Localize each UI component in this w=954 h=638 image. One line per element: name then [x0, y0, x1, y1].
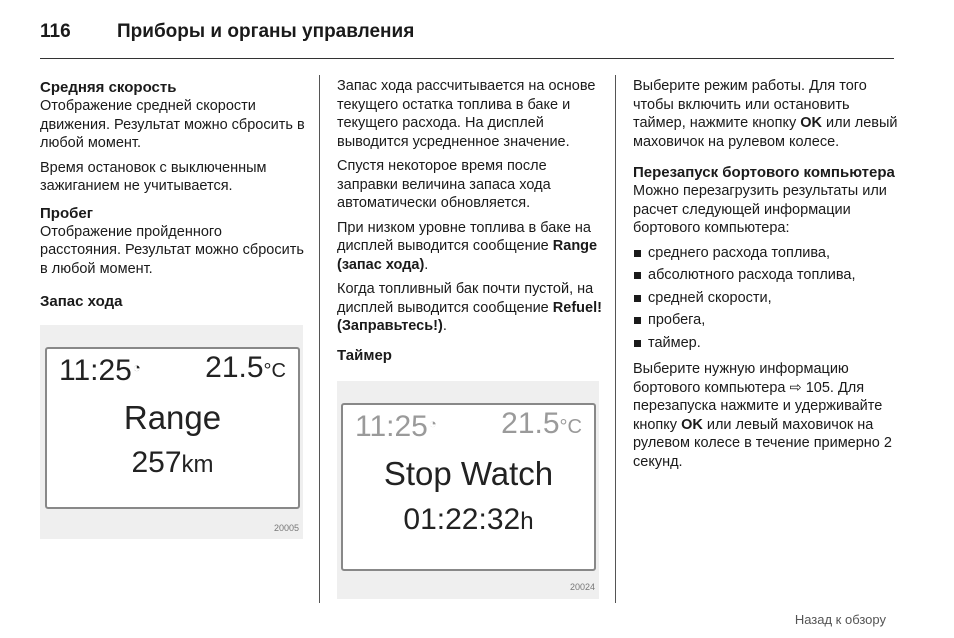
- stopwatch-display-screen: [341, 403, 596, 571]
- empty-tank-text: Когда топливный бак почти пустой, на дисплей выводится сообщение Refuel! (Заправьтесь!).: [337, 281, 602, 334]
- figure-code: 20024: [569, 582, 595, 592]
- display-temperature: 21.5°C: [501, 406, 582, 440]
- display-clock: 11:25◔: [59, 354, 141, 387]
- timer-heading: Таймер: [337, 346, 392, 364]
- display-range-value: 257km: [131, 446, 214, 479]
- display-stopwatch-label: Stop Watch: [383, 454, 554, 492]
- range-message: Range (запас хода): [337, 238, 598, 273]
- ok-key-label: OK: [800, 115, 823, 131]
- column-divider: [319, 75, 320, 603]
- column-middle: [337, 77, 605, 599]
- range-heading: Запас хода: [40, 293, 123, 310]
- clock-icon: ◔: [428, 415, 437, 431]
- header-divider: [40, 58, 894, 59]
- range-display-screen: [45, 347, 300, 509]
- display-stopwatch-value: 01:22:32h: [403, 502, 534, 536]
- stopwatch-display-figure: [337, 381, 599, 599]
- column-divider: [615, 75, 616, 603]
- list-item: таймер.: [633, 334, 898, 353]
- list-item: среднего расхода топлива,: [633, 244, 898, 263]
- reset-intro-text: Можно перезагрузить результаты или расчет следующей информации бортового компьютера:: [633, 183, 887, 236]
- back-to-overview-link[interactable]: Назад к обзору: [794, 612, 886, 627]
- avg-speed-heading: Средняя скорость: [40, 79, 177, 96]
- page-ref-link[interactable]: 105: [805, 379, 830, 396]
- reset-items-list: [633, 244, 898, 353]
- page-number: 116: [40, 21, 71, 42]
- page-title: Приборы и органы управления: [117, 21, 415, 42]
- range-display-figure: [40, 325, 303, 539]
- timer-mode-text: Выберите режим работы. Для того чтобы включить или остановить таймер, нажмите кнопку OK или левый маховичок на рулевом колесе.: [633, 78, 898, 150]
- reset-heading: Перезапуск бортового компьютера: [633, 164, 895, 181]
- avg-speed-note: Время остановок с выключенным зажиганием не учитывается.: [40, 159, 267, 194]
- display-range-label: Range: [123, 399, 222, 436]
- list-item: средней скорости,: [633, 289, 898, 308]
- page-ref-arrow-icon: ⇨: [789, 379, 802, 396]
- low-fuel-text: При низком уровне топлива в баке на дисплей выводится сообщение Range (запас хода).: [337, 219, 598, 273]
- column-left: [40, 78, 305, 539]
- column-right: [633, 77, 898, 477]
- display-temperature: 21.5°C: [205, 351, 286, 384]
- range-calc-text: Запас хода рассчитывается на основе текущего остатка топлива в баке и текущего расхода. На дисплей выводится усредненное значение.: [337, 78, 596, 150]
- list-item: абсолютного расхода топлива,: [633, 266, 898, 285]
- reset-instructions-text: Выберите нужную информацию бортового компьютера ⇨ 105. Для перезапуска нажмите и удерживайте кнопку OK или левый маховичок на рулевом колесе в течение примерно 2 секунд.: [633, 361, 892, 470]
- figure-code: 20005: [273, 522, 299, 533]
- display-clock: 11:25◔: [355, 409, 437, 443]
- range-update-text: Спустя некоторое время после заправки величина запаса хода автоматически обновляется.: [337, 158, 551, 211]
- mileage-heading: Пробег: [40, 204, 93, 222]
- list-item: пробега,: [633, 311, 898, 330]
- refuel-message: Refuel! (Заправьтесь!): [337, 299, 602, 334]
- clock-icon: ◔: [132, 360, 141, 375]
- mileage-text: Отображение пройденного расстояния. Результат можно сбросить в любой момент.: [40, 223, 304, 277]
- avg-speed-text: Отображение средней скорости движения. Результат можно сбросить в любой момент.: [40, 98, 305, 151]
- ok-key-label: OK: [681, 416, 703, 433]
